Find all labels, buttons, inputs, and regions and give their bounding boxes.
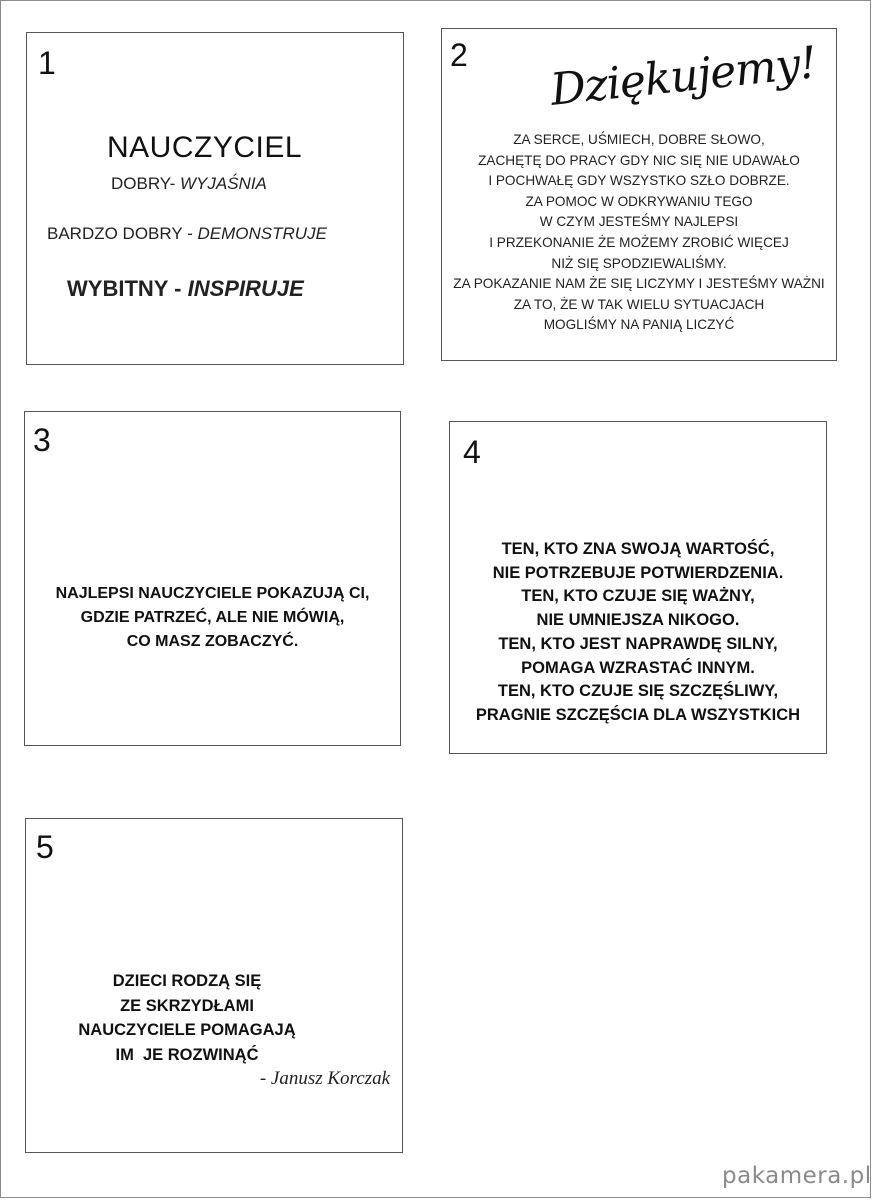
text-line: NAJLEPSI NAUCZYCIELE POKAZUJĄ CI, (55, 585, 370, 602)
level-verb: DEMONSTRUJE (197, 224, 327, 243)
card-3 (24, 411, 401, 746)
card-5 (25, 818, 403, 1153)
text-line: I POCHWAŁĘ GDY WSZYSTKO SZŁO DOBRZE. (488, 173, 790, 189)
text-line: NIE UMNIEJSZA NIKOGO. (536, 611, 740, 630)
level-verb: WYJAŚNIA (179, 174, 267, 193)
text-line: I PRZEKONANIE ŻE MOŻEMY ZROBIĆ WIĘCEJ (489, 234, 789, 250)
text-line: MOGLIŚMY NA PANIĄ LICZYĆ (543, 317, 735, 333)
text-line: NIŻ SIĘ SPODZIEWALIŚMY. (551, 255, 727, 271)
level-label: DOBRY- (111, 174, 180, 193)
script-heading: Dziękujemy! (548, 37, 819, 116)
card-4 (449, 421, 827, 754)
card-text (25, 582, 400, 654)
text-line: CO MASZ ZOBACZYĆ. (126, 633, 299, 650)
level-label: WYBITNY - (67, 276, 188, 301)
card-number: 1 (38, 45, 56, 81)
text-line: ZA POMOC W ODKRYWANIU TEGO (525, 193, 753, 209)
quote-author: - Janusz Korczak (259, 1068, 390, 1089)
text-line: NAUCZYCIELE POMAGAJĄ (78, 1021, 296, 1039)
text-line: PRAGNIE SZCZĘŚCIA DLA WSZYSTKICH (475, 705, 801, 724)
card-number: 5 (36, 829, 54, 865)
text-line: TEN, KTO CZUJE SIĘ SZCZĘŚLIWY, (497, 682, 779, 701)
card-text (450, 538, 826, 728)
card-1 (26, 32, 404, 365)
text-line: NIE POTRZEBUJE POTWIERDZENIA. (492, 563, 784, 582)
card-2 (441, 28, 837, 361)
card-title: NAUCZYCIEL (107, 131, 303, 164)
card-number: 4 (463, 434, 481, 470)
level-very-good (47, 224, 327, 244)
text-line: W CZYM JESTEŚMY NAJLEPSI (539, 214, 739, 230)
card-number: 3 (33, 422, 51, 458)
text-line: GDZIE PATRZEĆ, ALE NIE MÓWIĄ, (80, 609, 345, 626)
watermark-logo: pakamera.pl (722, 1163, 872, 1189)
card-text (26, 969, 348, 1067)
level-good (111, 174, 267, 194)
level-outstanding (67, 276, 304, 302)
text-line: IM JE ROZWINĄĆ (115, 1045, 259, 1064)
text-line: ZA POKAZANIE NAM ŻE SIĘ LICZYMY I JESTEŚMY WAŻNI (453, 276, 825, 292)
text-line: TEN, KTO CZUJE SIĘ WAŻNY, (521, 587, 755, 606)
text-line: ZA TO, ŻE W TAK WIELU SYTUACJACH (513, 296, 765, 312)
card-number: 2 (450, 37, 468, 73)
text-line: DZIECI RODZĄ SIĘ (112, 972, 262, 990)
text-line: TEN, KTO ZNA SWOJĄ WARTOŚĆ, (501, 540, 775, 558)
text-line: ZACHĘTĘ DO PRACY GDY NIC SIĘ NIE UDAWAŁO (478, 152, 800, 168)
text-line: ZA SERCE, UŚMIECH, DOBRE SŁOWO, (513, 132, 765, 147)
card-text (442, 130, 836, 336)
level-verb: INSPIRUJE (187, 276, 304, 301)
level-label: BARDZO DOBRY - (47, 224, 198, 243)
text-line: TEN, KTO JEST NAPRAWDĘ SILNY, (498, 634, 778, 653)
text-line: ZE SKRZYDŁAMI (120, 996, 254, 1015)
text-line: POMAGA WZRASTAĆ INNYM. (521, 658, 755, 677)
